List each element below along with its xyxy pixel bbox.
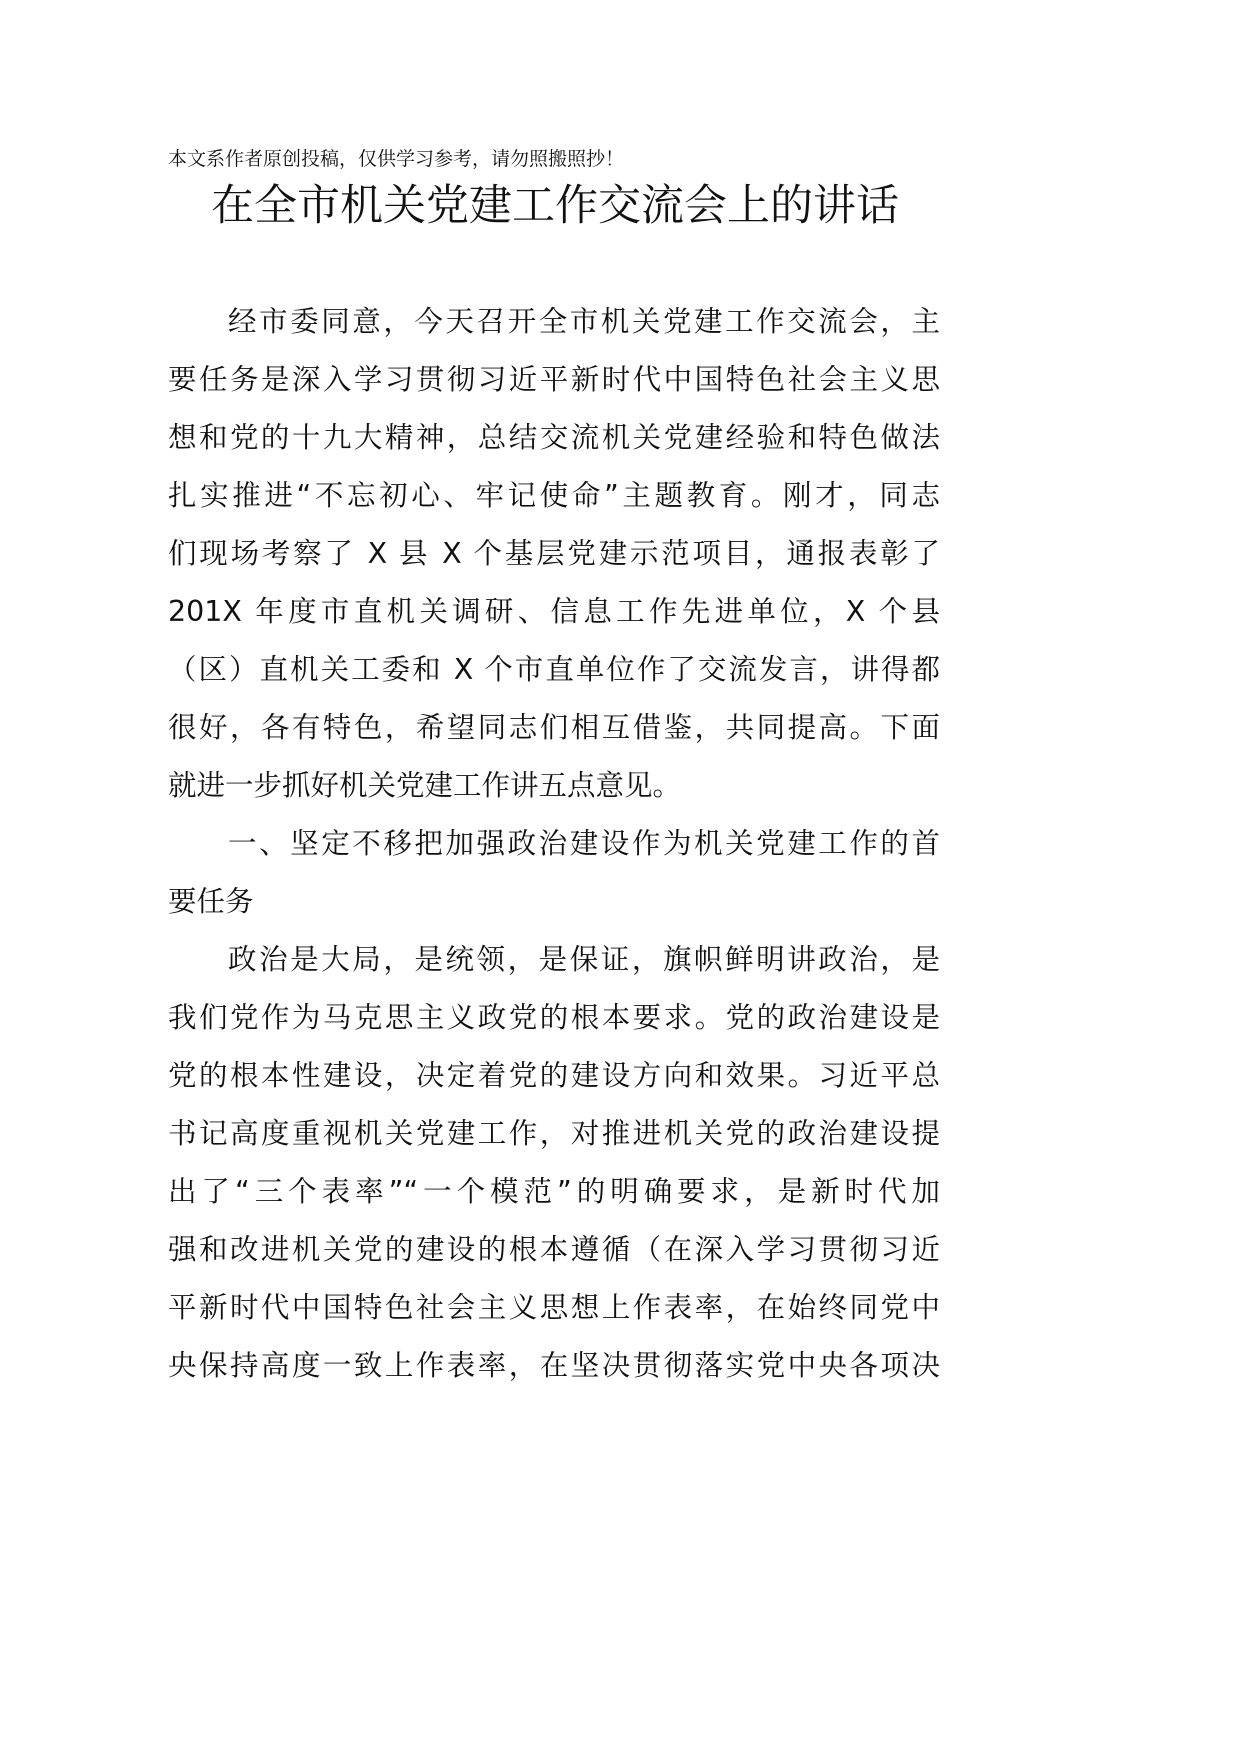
paragraph-line: （区）直机关工委和 X 个市直单位作了交流发言，讲得都	[168, 653, 940, 686]
section-heading-line: 一、坚定不移把加强政治建设作为机关党建工作的首	[228, 827, 940, 860]
paragraph-line: 出了“三个表率”“一个模范”的明确要求，是新时代加	[168, 1175, 940, 1208]
paragraph-line: 201X 年度市直机关调研、信息工作先进单位，X 个县	[168, 595, 940, 628]
paragraph-line: 我们党作为马克思主义政党的根本要求。党的政治建设是	[168, 1001, 940, 1034]
paragraph-line: 强和改进机关党的建设的根本遵循（在深入学习贯彻习近	[168, 1233, 940, 1266]
paragraph-line: 平新时代中国特色社会主义思想上作表率，在始终同党中	[168, 1291, 940, 1324]
paragraph-line: 就进一步抓好机关党建工作讲五点意见。	[168, 769, 682, 802]
paragraph-line: 政治是大局，是统领，是保证，旗帜鲜明讲政治，是	[228, 943, 940, 976]
paragraph-line: 扎实推进“不忘初心、牢记使命”主题教育。刚才，同志	[168, 479, 940, 512]
copyright-note: 本文系作者原创投稿，仅供学习参考，请勿照搬照抄！	[168, 148, 625, 170]
document-title: 在全市机关党建工作交流会上的讲话	[211, 181, 899, 231]
document-body	[168, 300, 940, 1402]
paragraph-line: 很好，各有特色，希望同志们相互借鉴，共同提高。下面	[168, 711, 940, 744]
paragraph-line: 书记高度重视机关党建工作，对推进机关党的政治建设提	[168, 1117, 940, 1150]
paragraph-line: 要任务是深入学习贯彻习近平新时代中国特色社会主义思	[168, 363, 940, 396]
paragraph-line: 想和党的十九大精神，总结交流机关党建经验和特色做法	[168, 421, 940, 454]
paragraph-line: 央保持高度一致上作表率，在坚决贯彻落实党中央各项决	[168, 1349, 940, 1382]
paragraph-line: 经市委同意，今天召开全市机关党建工作交流会，主	[228, 305, 940, 338]
paragraph-line: 们现场考察了 X 县 X 个基层党建示范项目，通报表彰了	[168, 537, 940, 570]
paragraph-line: 党的根本性建设，决定着党的建设方向和效果。习近平总	[168, 1059, 940, 1092]
section-heading-line: 要任务	[168, 885, 254, 918]
